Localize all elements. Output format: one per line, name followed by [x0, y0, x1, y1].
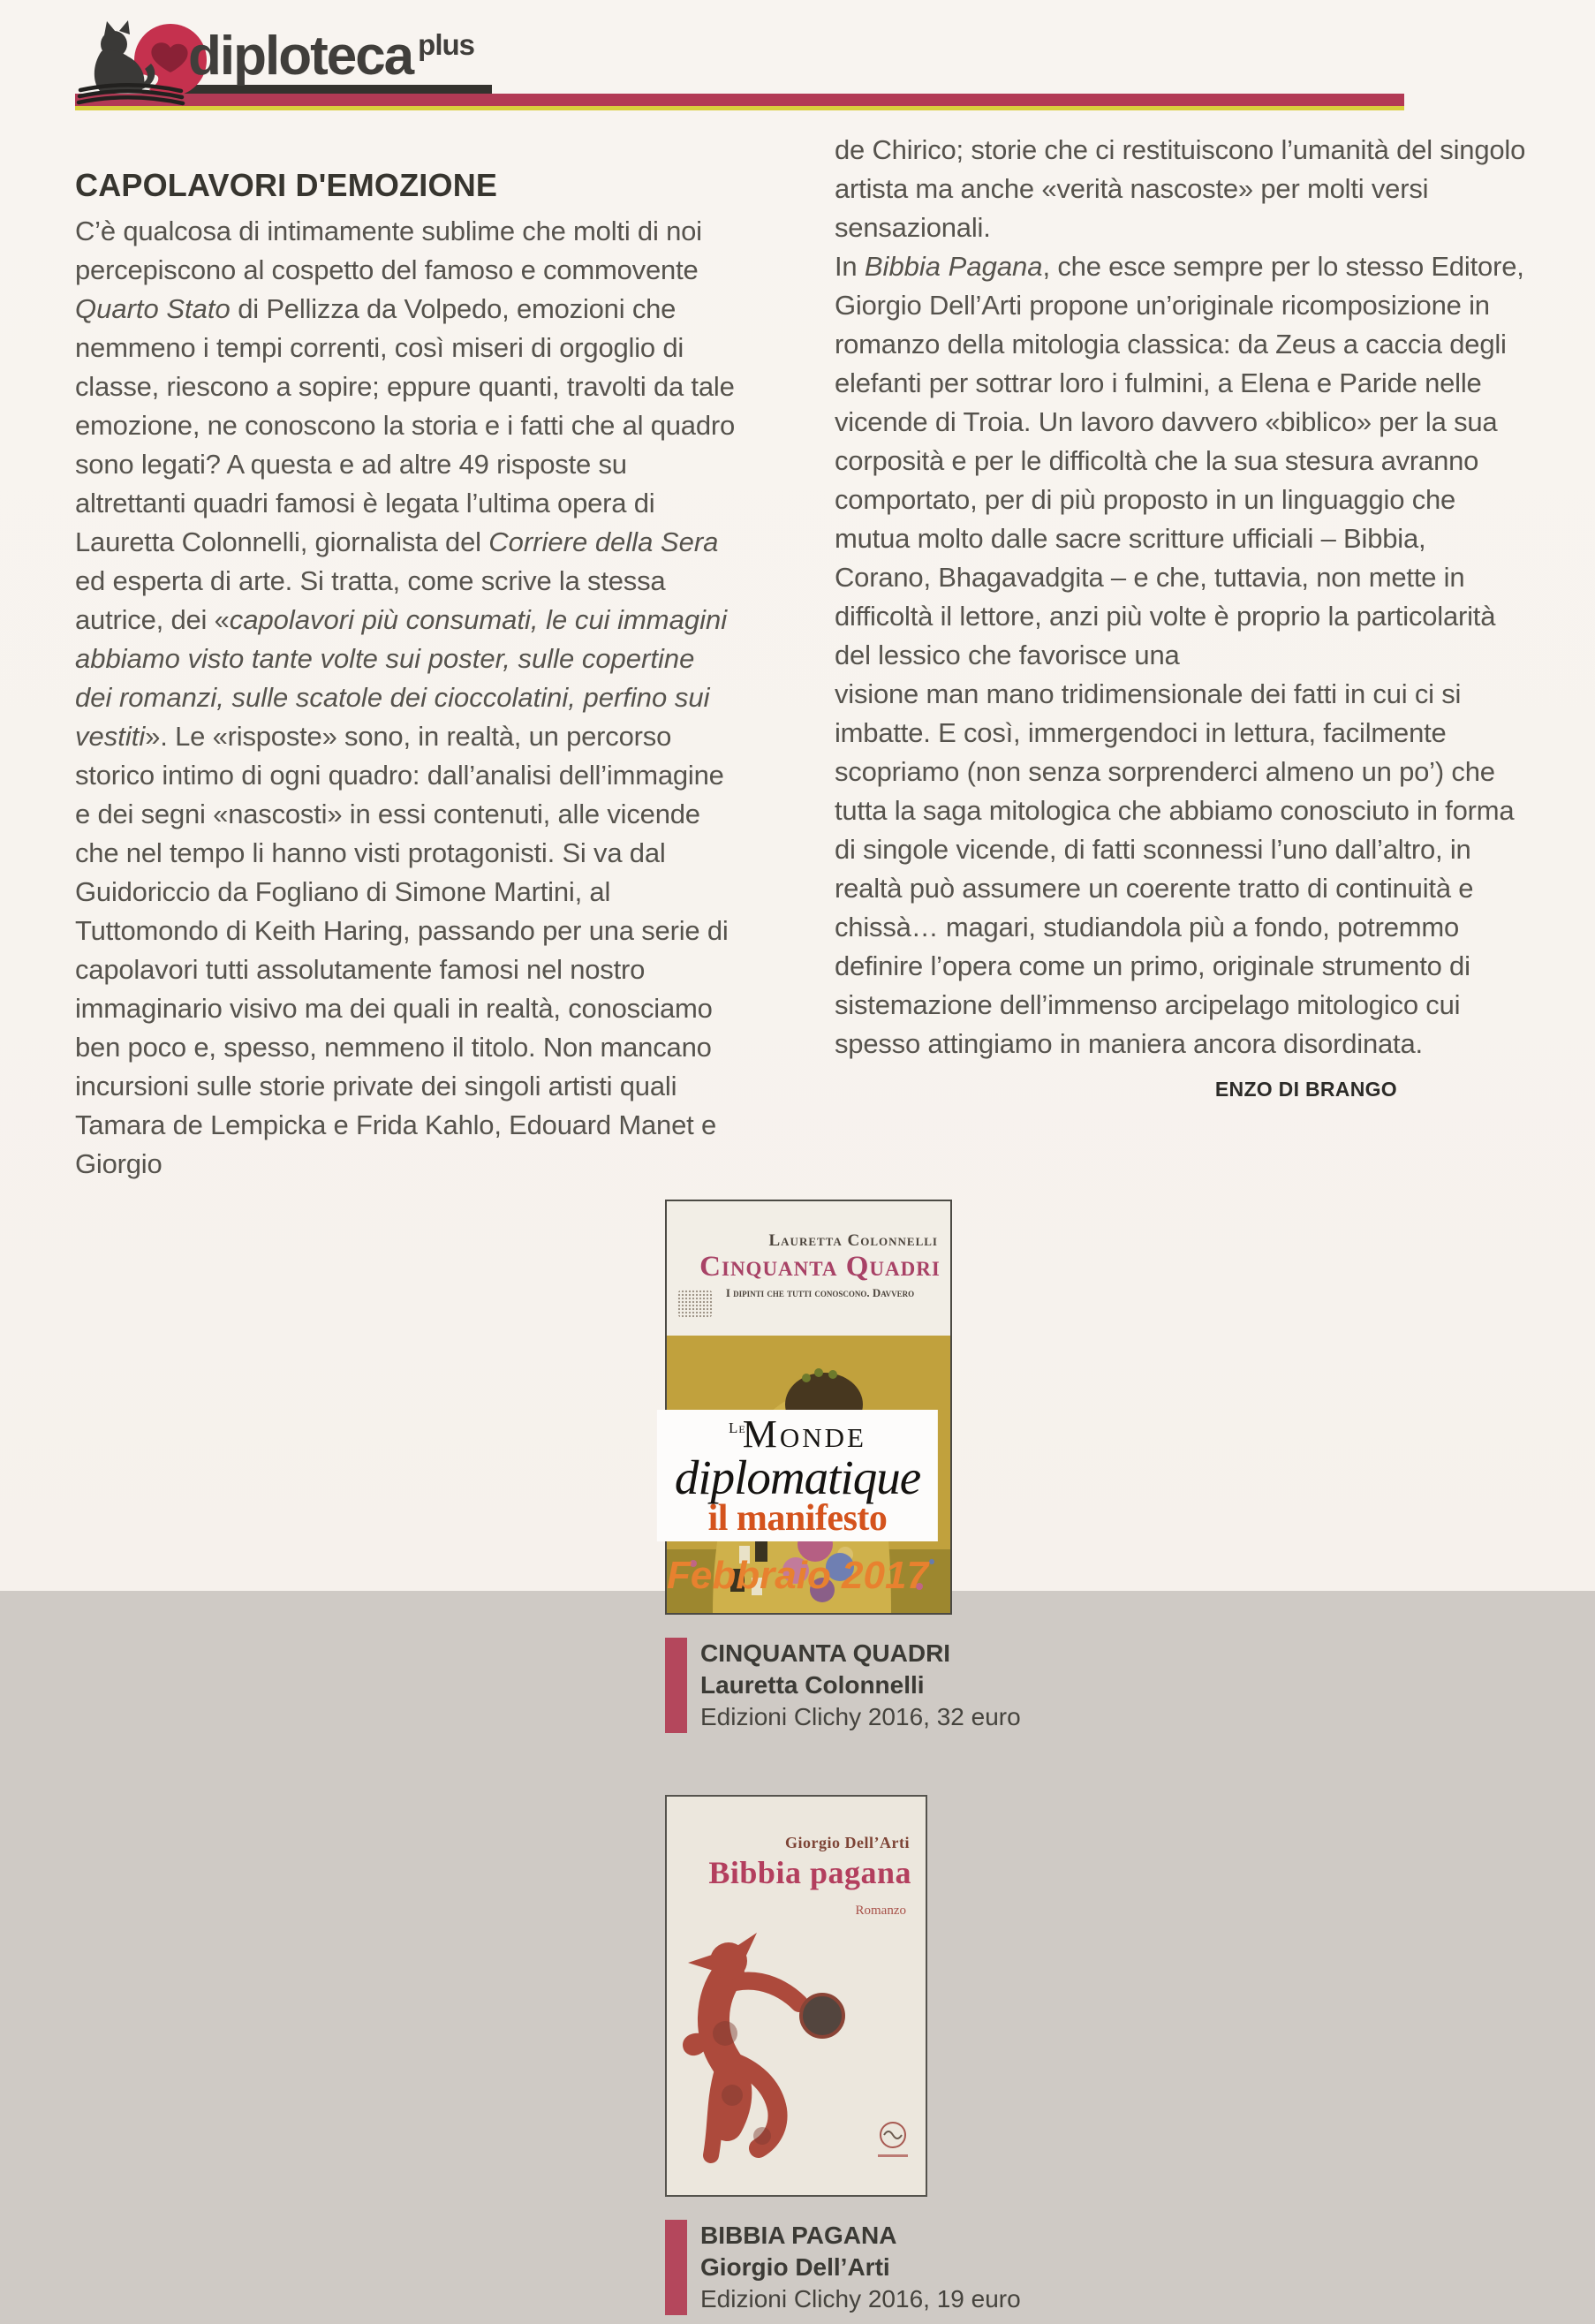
- article-text-right-part2: In Bibbia Pagana, che esce sempre per lo stesso Editore, Giorgio Dell’Arti propone un’originale ricomposizione in romanzo della mitologia classica: da Zeus a caccia degli elefanti per sottrar loro i fulmini, a Elena e Paride nelle vicende di Troia. Un lavoro davvero «biblico» per la sua corposità e per le difficoltà che la sua stesura avranno comportato, per di più proposto in un linguaggio che mutua molto dalle sacre scritture ufficiali – Bibbia, Corano, Bhagavadgita – e che, tuttavia, non mette in difficoltà il lettore, anzi più volte è proprio la particolarità del lessico che favorisce una: [835, 251, 1524, 670]
- brand-name: diploteca: [188, 26, 413, 87]
- caption1-edition: Edizioni Clichy 2016, 32 euro: [700, 1703, 1021, 1730]
- author-byline: ENZO DI BRANGO: [1214, 1078, 1397, 1101]
- article-text-right-part3: visione man mano tridimensionale dei fatti in cui ci si imbatte. E così, immergendoci in lettura, facilmente scopriamo (non senza sorprenderci almeno un po’) che tutta la saga mitologica che abbiamo conosciuto in forma di singole vicende, di fatti sconnessi l’uno dall’altro, in realtà può assumere un coerente tratto di continuità e chissà… magari, studiandola più a fondo, potremmo definire l’opera come un primo, originale strumento di sistemazione dell’immenso arcipelago mitologico cui spesso attingiamo in maniera ancora disordinata.: [835, 678, 1515, 1059]
- caption2-author: Giorgio Dell’Arti: [700, 2253, 890, 2281]
- cover2-genre: Romanzo: [855, 1904, 906, 1918]
- book-caption-bibbia-pagana: [665, 2220, 1045, 2315]
- masthead-le: Le: [729, 1419, 746, 1436]
- issue-date: Febbraio 2017: [667, 1554, 928, 1597]
- brand-wordmark: [188, 25, 474, 87]
- red-faun-figure-artwork: [674, 1927, 879, 2175]
- masthead-il-manifesto: il manifesto: [707, 1498, 888, 1539]
- brand-suffix: plus: [418, 28, 475, 61]
- caption2-edition: Edizioni Clichy 2016, 19 euro: [700, 2285, 1021, 2313]
- publisher-stamp-icon: [677, 1290, 713, 1318]
- cover1-title: Cinquanta Quadri: [699, 1251, 941, 1283]
- masthead-diplomatique: diplomatique: [674, 1450, 921, 1504]
- cover1-subtitle: I dipinti che tutti conoscono. Davvero: [725, 1286, 915, 1299]
- article-body: [75, 131, 1541, 2324]
- cover2-author: Giorgio Dell’Arti: [785, 1834, 910, 1851]
- cover2-title: Bibbia pagana: [708, 1855, 911, 1890]
- masthead-footer: [657, 1410, 938, 1598]
- book-caption-cinquanta-quadri: [665, 1638, 1045, 1733]
- article-text-right-intro: de Chirico; storie che ci restituiscono l’umanità del singolo artista ma anche «verità nascoste» per molti versi sensazionali.: [835, 134, 1526, 243]
- left-column: [75, 131, 736, 1184]
- monde-diplomatique-logo: [657, 1410, 938, 1541]
- book-cover-bibbia-pagana: [665, 1795, 927, 2197]
- article-text-left: C’è qualcosa di intimamente sublime che molti di noi percepiscono al cospetto del famoso e commovente Quarto Stato di Pellizza da Volpedo, emozioni che nemmeno i tempi correnti, così miseri di orgoglio di classe, riescono a sopire; eppure quanti, travolti da tale emozione, ne conoscono la storia e i fatti che al quadro sono legati? A questa e ad altre 49 risposte su altrettanti quadri famosi è legata l’ultima opera di Lauretta Colonnelli, giornalista del Corriere della Sera ed esperta di arte. Si tratta, come scrive la stessa autrice, dei «capolavori più consumati, le cui immagini abbiamo visto tante volte sui poster, sulle copertine dei romanzi, sulle scatole dei cioccolatini, perfino sui vestiti». Le «risposte» sono, in realtà, un percorso storico intimo di ogni quadro: dall’analisi dell’immagine e dei segni «nascosti» in essi contenuti, alle vicende che nel tempo li hanno visti protagonisti. Si va dal Guidoriccio da Fogliano di Simone Martini, al Tuttomondo di Keith Haring, passando per una serie di capolavori tutti assolutamente famosi nel nostro immaginario visivo ma dei quali in realtà, conosciamo ben poco e, spesso, nemmeno il titolo. Non mancano incursioni sulle storie private dei singoli artisti quali Tamara de Lempicka e Frida Kahlo, Edouard Manet e Giorgio: [75, 216, 736, 1179]
- publisher-logo-icon: [873, 2119, 913, 2163]
- cover1-author: Lauretta Colonnelli: [768, 1231, 938, 1250]
- article-heading: CAPOLAVORI D'EMOZIONE: [75, 167, 498, 203]
- caption-accent-bar: [665, 1638, 687, 1733]
- masthead-monde: Monde: [742, 1412, 866, 1456]
- caption1-author: Lauretta Colonnelli: [700, 1671, 925, 1699]
- caption1-title: CINQUANTA QUADRI: [700, 1639, 951, 1667]
- caption2-title: BIBBIA PAGANA: [700, 2222, 897, 2249]
- caption-accent-bar: [665, 2220, 687, 2315]
